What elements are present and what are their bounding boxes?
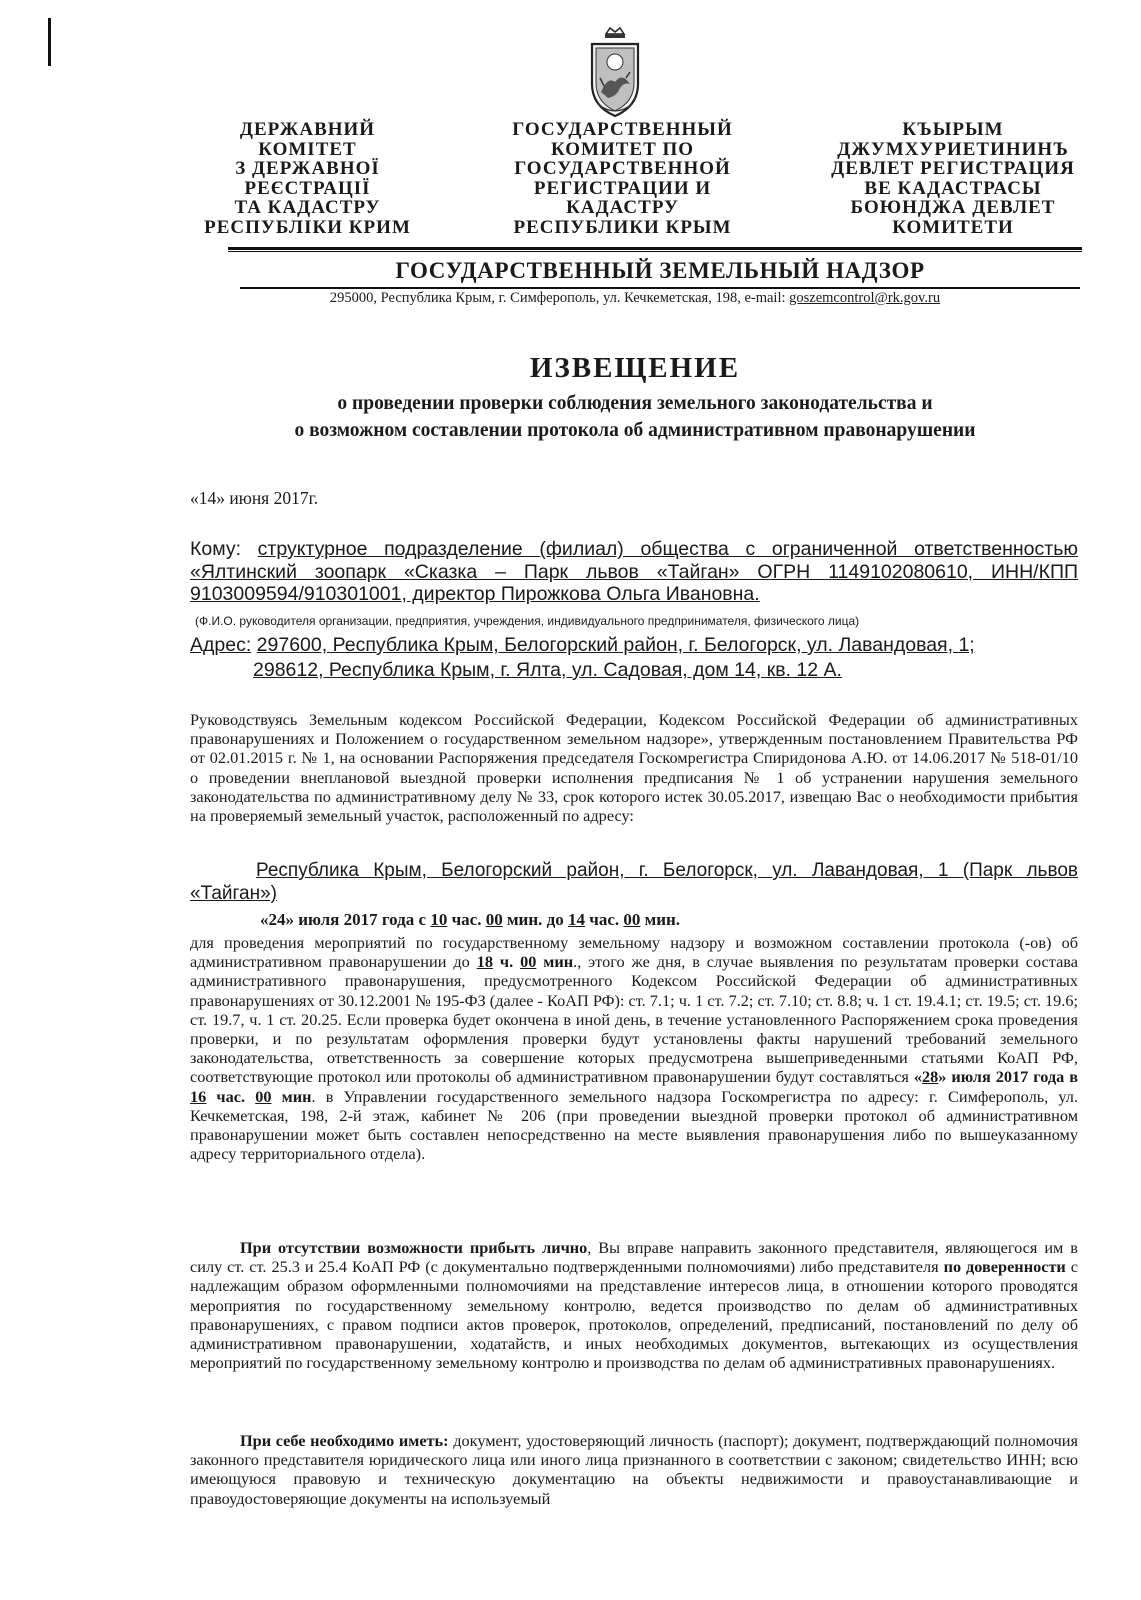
notice-subtitle-1: о проведении проверки соблюдения земельного законодательства и [337, 393, 933, 414]
paragraph-procedure: для проведения мероприятий по государственному земельному надзору и возможном составлении протокола (-ов) об административном правонарушении до 18 ч. 00 мин., этого же дня, в случае выявления по результатам проверки состава административного правонарушения, предусмотренного Кодексом Российской Федерации об административных правонарушениях от 30.12.2001 № 195-ФЗ (далее - КоАП РФ): ст. 7.1; ч. 1 ст. 7.2; ст. 7.10; ст. 8.8; ч. 1 ст. 19.4.1; ст. 19.5; ст. 19.6; ст. 19.7, ч. 1 ст. 20.25. Если проверка будет окончена в иной день, в течение установленного Распоряжением срока проведения проверки, и по результатам оформления проверки будут установлены факты нарушений требований земельного законодательства, ответственность за совершение которых предусмотрена вышеприведенными статьями КоАП РФ, соответствующие протокол или протоколы об административном правонарушении будут составляться «28» июля 2017 года в 16 час. 00 мин. в Управлении государственного земельного надзора Госкомрегистра по адресу: г. Симферополь, ул. Кечкеметская, 198, 2-й этаж, кабинет № 206 (при проведении выездной проверки протокол об административном правонарушении может быть составлен непосредственно на месте выявления правонарушения либо по вышеуказанному адресу территориального отдела). [190, 933, 1078, 1164]
recipient-text: структурное подразделение (филиал) общества с ограниченной ответственностью «Ялтинский зоопарк «Сказка – Парк львов «Тайган» ОГРН 1149102080610, ИНН/КПП 9103009594/910301001, директор Пирожкова Ольга Ивановна. [190, 538, 1078, 605]
inspection-time: «24» июля 2017 года с 10 час. 00 мин. до 14 час. 00 мин. [260, 910, 681, 929]
crimea-coat-of-arms-icon [584, 26, 646, 118]
scan-margin-mark [48, 18, 51, 66]
address-line-1: 297600, Республика Крым, Белогорский район, г. Белогорск, ул. Лавандовая, 1; [256, 634, 975, 656]
recipient-block [190, 538, 1078, 606]
header-ukrainian: ДЕРЖАВНИЙ КОМІТЕТ З ДЕРЖАВНОЇ РЕЄСТРАЦІЇ ТА КАДАСТРУ РЕСПУБЛІКИ КРИМ [204, 119, 411, 238]
notice-title: ИЗВЕЩЕНИЕ [529, 352, 741, 384]
recipient-label: Кому: [190, 538, 241, 560]
paragraph-basis: Руководствуясь Земельным кодексом Российской Федерации, Кодексом Российской Федерации об административных правонарушениях и Положением о государственном земельном надзоре», утвержденным постановлением Правительства РФ от 02.01.2015 г. № 1, на основании Распоряжения председателя Госкомрегистра Спиридонова А.Ю. от 14.06.2017 № 518-01/10 о проведении внеплановой выездной проверки исполнения предписания № 1 об устранении нарушения земельного законодательства по административному делу № 33, срок которого истек 30.05.2017, извещаю Вас о необходимости прибытия на проверяемый земельный участок, расположенный по адресу: [190, 710, 1078, 826]
address-label: Адрес: [190, 634, 252, 656]
header-divider [228, 247, 1082, 250]
notice-subtitle-2: о возможном составлении протокола об административном правонарушении [294, 420, 976, 441]
notice-date: «14» июня 2017г. [190, 488, 319, 508]
department-email: goszemcontrol@rk.gov.ru [789, 290, 941, 306]
recipient-note: (Ф.И.О. руководителя организации, предприятия, учреждения, индивидуального предпринимателя, физического лица) [195, 614, 860, 628]
department-title: ГОСУДАРСТВЕННЫЙ ЗЕМЕЛЬНЫЙ НАДЗОР [395, 258, 925, 283]
header-crimean-tatar: КЪЫРЫМ ДЖУМХУРИЕТИНИНЪ ДЕВЛЕТ РЕГИСТРАЦИЯ ВЕ КАДАСТРАСЫ БОЮНДЖА ДЕВЛЕТ КОМИТЕТИ [831, 119, 1075, 238]
address-line-2: 298612, Республика Крым, г. Ялта, ул. Садовая, дом 14, кв. 12 А. [253, 659, 842, 681]
department-title-underline [240, 287, 1080, 289]
department-address-text: 295000, Республика Крым, г. Симферополь, ул. Кечкеметская, 198, e-mail: [329, 290, 790, 306]
inspection-place: Республика Крым, Белогорский район, г. Белогорск, ул. Лавандовая, 1 (Парк львов «Тайган») [190, 860, 1078, 904]
recipient-address-block [190, 633, 1080, 683]
paragraph-documents: При себе необходимо иметь: документ, удостоверяющий личность (паспорт); документ, подтверждающий полномочия законного представителя юридического лица или иного лица признанного в соответствии с законом; свидетельство ИНН; всю имеющуюся правовую и техническую документацию на объекты недвижимости и правоустанавливающие и правоудостоверяющие документы на используемый [190, 1431, 1079, 1508]
header-russian: ГОСУДАРСТВЕННЫЙ КОМИТЕТ ПО ГОСУДАРСТВЕННОЙ РЕГИСТРАЦИИ И КАДАСТРУ РЕСПУБЛИКИ КРЫМ [512, 119, 733, 238]
header-divider-thin [228, 251, 1082, 252]
department-address [190, 290, 1080, 307]
paragraph-representative: При отсутствии возможности прибыть лично, Вы вправе направить законного представителя, являющегося им в силу ст. ст. 25.3 и 25.4 КоАП РФ (с документально подтвержденными полномочиями) либо представителя по доверенности с надлежащим образом оформленными полномочиями на представление интересов лица, в отношении которого проводятся мероприятия по государственному земельному контролю, ведется производство по делам об административных правонарушениях, с правом подписи актов проверок, протоколов, определений, предписаний, постановлений по делу об административном правонарушении, ходатайств, и иных необходимых документов, вытекающих из осуществления мероприятий по государственному земельному контролю и производства по делам об административных правонарушениях. [190, 1238, 1079, 1373]
